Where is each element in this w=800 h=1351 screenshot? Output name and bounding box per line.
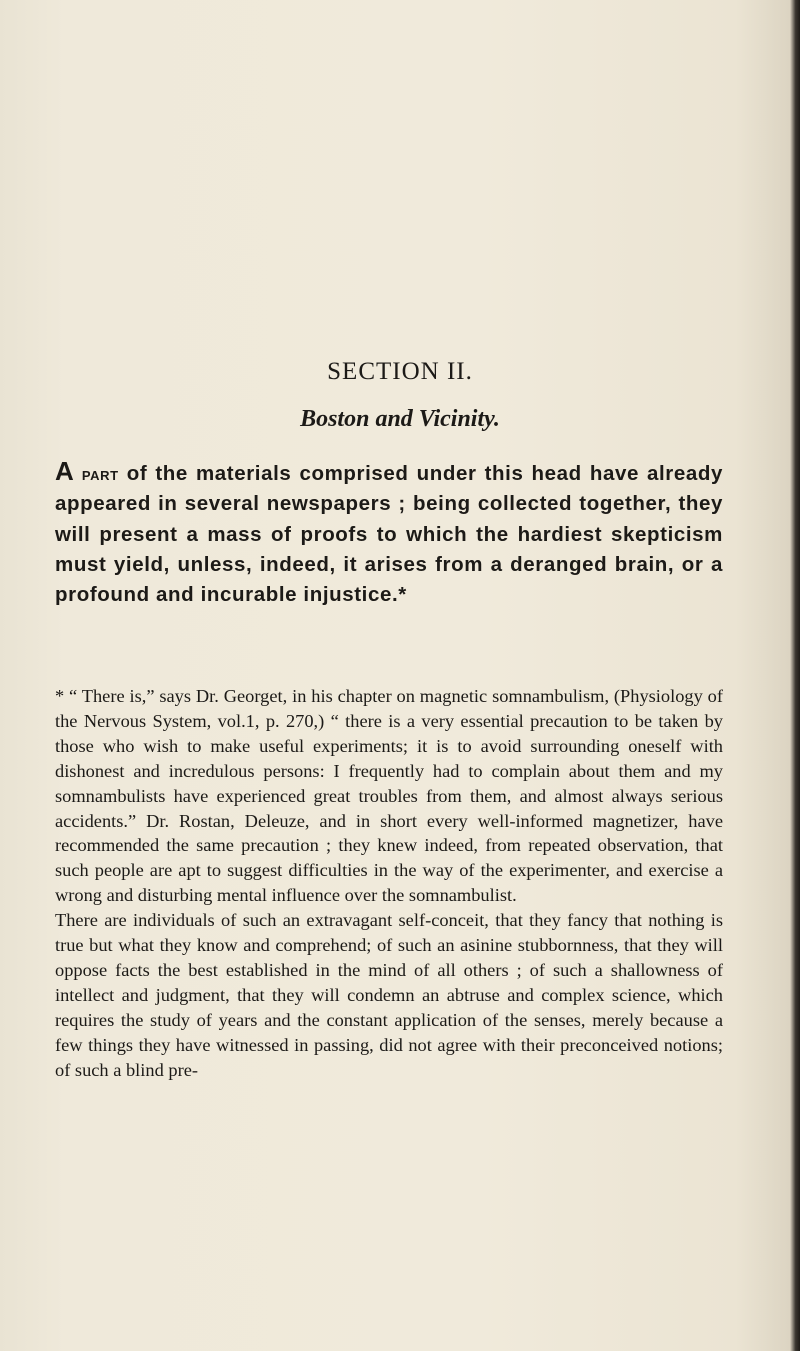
- main-paragraph-text: of the materials comprised under this head have already appeared in several newspapers ; being collected together, they will present a mass of proofs to which the hardiest skepticism must yield, unless, indeed, it arises from a deranged brain, or a profound and incurable injustice.*: [55, 462, 724, 607]
- footnote-paragraph-2: There are individuals of such an extravagant self-conceit, that they fancy that nothing is true but what they know and comprehend; of such an asinine stubbornness, that they will oppose facts the best established in the mind of all others ; of such a shallowness of intellect and judgment, that they will condemn an abtruse and complex science, which requires the study of years and the constant application of the senses, merely because a few things they have witnessed in passing, did not agree with their preconceived notions; of such a blind pre-: [55, 910, 723, 1080]
- footnote: [55, 684, 723, 1083]
- drop-capital: A: [55, 456, 74, 486]
- main-paragraph: [55, 456, 723, 610]
- footnote-paragraph-1: * “ There is,” says Dr. Georget, in his chapter on magnetic somnambulism, (Physiology of the Nervous System, vol.1, p. 270,) “ there is a very essential precaution to be taken by those who wish to make useful experiments; it is to avoid surrounding oneself with dishonest and incredulous persons: I frequently had to complain about them and my somnambulists have experienced great troubles from them, and almost always serious accidents.” Dr. Rostan, Deleuze, and in short every well-informed magnetizer, have recommended the same precaution ; they knew indeed, from repeated observation, that such people are apt to suggest difficulties in the way of the experimenter, and exercise a wrong and disturbing mental influence over the somnambulist.: [55, 686, 723, 906]
- small-caps-word: part: [81, 464, 119, 484]
- section-heading: SECTION II.: [327, 358, 473, 385]
- section-subheading: Boston and Vicinity.: [300, 406, 500, 432]
- page-edge-shadow: [790, 0, 800, 1351]
